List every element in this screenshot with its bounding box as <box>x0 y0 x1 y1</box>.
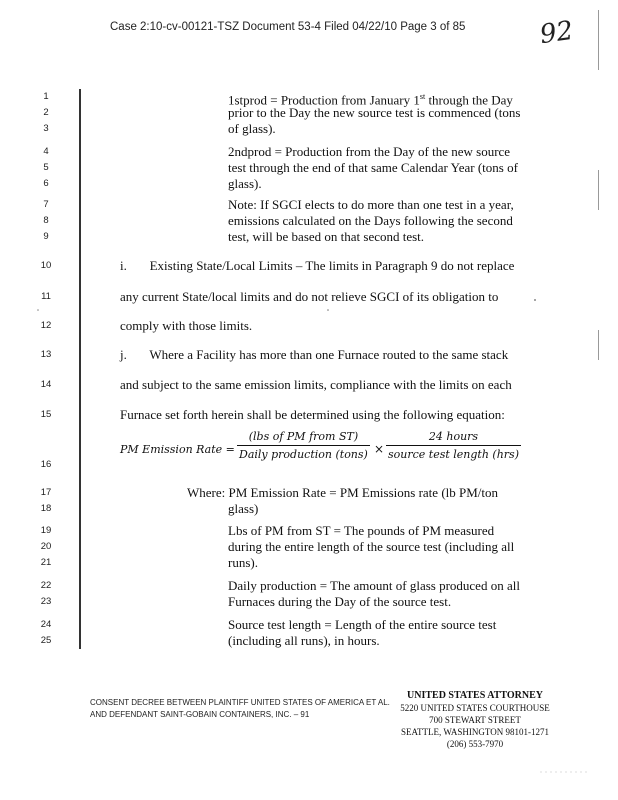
line-number: 4 <box>43 146 49 157</box>
text-line: runs). <box>228 555 258 570</box>
text-line: Source test length = Length of the entire source test <box>228 617 497 632</box>
line-number: 20 <box>40 541 52 552</box>
line-number: 16 <box>40 459 52 470</box>
text-line: Lbs of PM from ST = The pounds of PM measured <box>228 523 495 538</box>
text-line: test through the end of that same Calendar Year (tons of <box>228 160 518 175</box>
handwritten-page-number: 92 <box>538 15 576 51</box>
address-line: 700 STEWART STREET <box>429 715 521 725</box>
line-number: 17 <box>40 487 52 498</box>
text-line: Furnace set forth herein shall be determined using the following equation: <box>120 407 505 422</box>
line-number: 10 <box>40 260 52 271</box>
text-line: glass) <box>228 501 259 516</box>
fraction-numerator: (lbs of PM from ST) <box>248 430 359 443</box>
line-number: 19 <box>40 525 52 536</box>
line-number: 25 <box>40 635 52 646</box>
line-number: 23 <box>40 596 52 607</box>
line-number: 22 <box>40 580 52 591</box>
attorney-title: UNITED STATES ATTORNEY <box>407 690 543 701</box>
text-line: any current State/local limits and do not relieve SGCI of its obligation to <box>120 289 499 304</box>
line-number: 18 <box>40 503 52 514</box>
line-number: 14 <box>40 379 52 390</box>
text-line: Note: If SGCI elects to do more than one test in a year, <box>228 197 514 212</box>
fraction-denominator: Daily production (tons) <box>237 445 370 461</box>
text-line: Daily production = The amount of glass produced on all <box>228 578 520 593</box>
text-line: i. Existing State/Local Limits – The limits in Paragraph 9 do not replace <box>120 258 515 273</box>
caption-line: CONSENT DECREE BETWEEN PLAINTIFF UNITED STATES OF AMERICA ET AL. <box>90 698 390 707</box>
line-number: 2 <box>43 107 49 118</box>
line-number: 13 <box>40 349 52 360</box>
text-line: Furnaces during the Day of the source test. <box>228 594 452 609</box>
multiply-sign: × <box>374 442 385 456</box>
text-line: 2ndprod = Production from the Day of the new source <box>228 144 511 159</box>
text-line: Where: PM Emission Rate = PM Emissions rate (lb PM/ton <box>187 485 499 500</box>
line-number: 9 <box>43 231 49 242</box>
text-line: test, will be based on that second test. <box>228 229 425 244</box>
line-number: 8 <box>43 215 49 226</box>
line-number: 5 <box>43 162 49 173</box>
fraction-numerator: 24 hours <box>428 430 479 443</box>
text-line: emissions calculated on the Days following the second <box>228 213 513 228</box>
text-line: j. Where a Facility has more than one Furnace routed to the same stack <box>120 347 509 362</box>
line-number: 11 <box>41 291 51 302</box>
line-number: 1 <box>43 91 49 102</box>
address-line: 5220 UNITED STATES COURTHOUSE <box>400 703 550 713</box>
line-number: 6 <box>43 178 49 189</box>
line-number: 7 <box>43 199 49 210</box>
text-line: comply with those limits. <box>120 318 253 333</box>
address-line: SEATTLE, WASHINGTON 98101-1271 <box>401 727 549 737</box>
line-number: 24 <box>40 619 52 630</box>
line-number: 12 <box>40 320 52 331</box>
fraction-denominator: source test length (hrs) <box>386 445 521 461</box>
address-line: (206) 553-7970 <box>446 739 504 749</box>
line-number: 21 <box>40 557 52 568</box>
line-number: 3 <box>43 123 49 134</box>
text-line: (including all runs), in hours. <box>228 633 380 648</box>
equation-lhs: PM Emission Rate = <box>120 443 235 456</box>
text-line: prior to the Day the new source test is commenced (tons <box>228 105 521 120</box>
text-line: glass). <box>228 176 262 191</box>
text-line: 1stprod = Production from January 1st through the Day <box>228 92 513 108</box>
text-line: during the entire length of the source test (including all <box>228 539 515 554</box>
caption-line: AND DEFENDANT SAINT-GOBAIN CONTAINERS, INC. – 91 <box>90 710 310 719</box>
text-line: and subject to the same emission limits, compliance with the limits on each <box>120 377 512 392</box>
text-line: of glass). <box>228 121 276 136</box>
line-number: 15 <box>40 409 52 420</box>
case-header: Case 2:10-cv-00121-TSZ Document 53-4 Filed 04/22/10 Page 3 of 85 <box>110 21 466 33</box>
